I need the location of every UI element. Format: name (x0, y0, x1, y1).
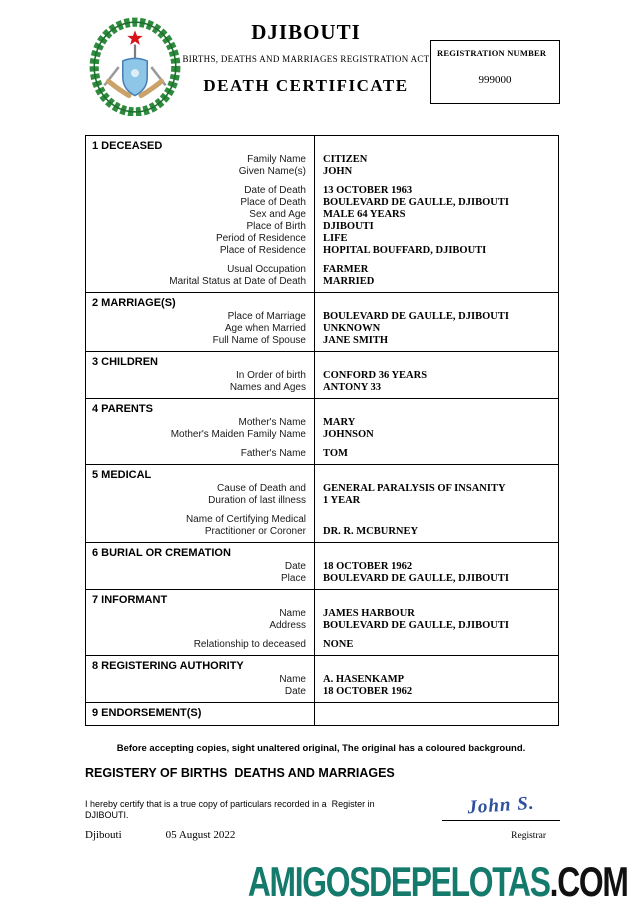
field-value: MARY (323, 417, 356, 428)
field-label: Name (279, 674, 306, 685)
field-label: Place of Marriage (227, 311, 306, 322)
certificate-section (86, 292, 558, 351)
certification-row (85, 792, 560, 821)
djibouti-emblem (88, 14, 182, 121)
registration-number-box (430, 40, 560, 104)
certify-statement: I hereby certify that is a true copy of particulars recorded in a Register in DJIBOUTI. (85, 799, 378, 820)
title-block (182, 14, 430, 96)
field-label: Mother's Maiden Family Name (170, 429, 306, 440)
field-label: Place (280, 573, 306, 584)
field-label: Date (284, 686, 306, 697)
field-value: NONE (323, 639, 354, 650)
field-value: HOPITAL BOUFFARD, DJIBOUTI (323, 245, 487, 256)
field-row (86, 686, 558, 698)
section-title: 7 INFORMANT (92, 594, 168, 606)
certificate-table (85, 135, 559, 726)
field-row (86, 209, 558, 221)
field-label: Duration of last illness (208, 495, 306, 506)
field-row (86, 495, 558, 507)
field-value: 18 OCTOBER 1962 (323, 686, 413, 697)
field-row (86, 573, 558, 585)
field-label: Place of Birth (246, 221, 306, 232)
field-label: Name of Certifying Medical (185, 514, 306, 525)
field-value: CONFORD 36 YEARS (323, 370, 428, 381)
field-row (86, 483, 558, 495)
field-value: ANTONY 33 (323, 382, 382, 393)
field-value: BOULEVARD DE GAULLE, DJIBOUTI (323, 620, 509, 631)
site-watermark (248, 859, 628, 906)
field-row (86, 221, 558, 233)
field-label: Family Name (247, 154, 306, 165)
certificate-section (86, 702, 558, 725)
field-label: Age when Married (224, 323, 306, 334)
section-title: 4 PARENTS (92, 403, 153, 415)
field-label: Given Name(s) (238, 166, 306, 177)
section-title: 5 MEDICAL (92, 469, 152, 481)
field-value: 1 YEAR (323, 495, 361, 506)
signature-line (442, 820, 560, 821)
field-value: MALE 64 YEARS (323, 209, 406, 220)
field-row (86, 620, 558, 632)
field-value: 18 OCTOBER 1962 (323, 561, 413, 572)
watermark-tld: .COM (550, 858, 628, 905)
field-value: JOHNSON (323, 429, 374, 440)
field-row (86, 639, 558, 651)
field-value: DR. R. MCBURNEY (323, 526, 419, 537)
watermark-brand: AMIGOSDEPELOTAS (248, 858, 551, 905)
section-title: 1 DECEASED (92, 140, 163, 152)
certificate-section (86, 136, 558, 292)
field-value: GENERAL PARALYSIS OF INSANITY (323, 483, 506, 494)
issue-place: Djibouti (85, 829, 122, 841)
field-label: Place of Death (240, 197, 306, 208)
field-label: Mother's Name (238, 417, 306, 428)
copy-notice: Before accepting copies, sight unaltered original, The original has a coloured background. (116, 743, 526, 754)
document-title: DEATH CERTIFICATE (203, 76, 409, 95)
column-divider (314, 136, 315, 725)
field-value: 13 OCTOBER 1963 (323, 185, 413, 196)
registration-number-value: 999000 (478, 74, 512, 86)
field-row (86, 245, 558, 257)
field-row (86, 370, 558, 382)
field-row (86, 561, 558, 573)
field-row (86, 448, 558, 460)
field-row (86, 526, 558, 538)
country-title: DJIBOUTI (251, 20, 361, 44)
field-label: Marital Status at Date of Death (169, 276, 306, 287)
field-value: JAMES HARBOUR (323, 608, 415, 619)
field-label: Period of Residence (215, 233, 306, 244)
field-value: LIFE (323, 233, 348, 244)
field-label: Full Name of Spouse (212, 335, 306, 346)
field-row (86, 514, 558, 526)
field-value: TOM (323, 448, 348, 459)
field-label: Usual Occupation (227, 264, 306, 275)
field-label: Cause of Death and (217, 483, 306, 494)
sections-container (86, 136, 558, 725)
certificate-section (86, 351, 558, 398)
registrar-signature: John S. (466, 792, 536, 819)
section-title: 8 REGISTERING AUTHORITY (92, 660, 244, 672)
field-row (86, 674, 558, 686)
field-row (86, 382, 558, 394)
signature-block (442, 792, 560, 821)
field-row (86, 197, 558, 209)
field-row (86, 323, 558, 335)
certificate-section (86, 542, 558, 589)
field-row (86, 233, 558, 245)
field-label: Date (284, 561, 306, 572)
certificate-section (86, 464, 558, 542)
field-row (86, 264, 558, 276)
registry-footer (85, 766, 560, 841)
field-row (86, 154, 558, 166)
section-title: 3 CHILDREN (92, 356, 159, 368)
field-value: JOHN (323, 166, 353, 177)
field-row (86, 276, 558, 288)
registry-title: REGISTERY OF BIRTHS DEATHS AND MARRIAGES (85, 766, 395, 780)
field-value: MARRIED (323, 276, 375, 287)
field-row (86, 311, 558, 323)
field-label: Relationship to deceased (193, 639, 306, 650)
field-label: In Order of birth (235, 370, 306, 381)
act-subtitle: BIRTHS, DEATHS AND MARRIAGES REGISTRATION ACT (182, 54, 430, 64)
field-label: Father's Name (240, 448, 306, 459)
field-value: A. HASENKAMP (323, 674, 405, 685)
certificate-section (86, 398, 558, 464)
field-row (86, 429, 558, 441)
field-label: Sex and Age (249, 209, 306, 220)
field-value: BOULEVARD DE GAULLE, DJIBOUTI (323, 573, 509, 584)
field-value: CITIZEN (323, 154, 368, 165)
field-value: BOULEVARD DE GAULLE, DJIBOUTI (323, 311, 509, 322)
field-label: Practitioner or Coroner (204, 526, 306, 537)
field-row (86, 185, 558, 197)
field-value: DJIBOUTI (323, 221, 374, 232)
issue-row (85, 829, 560, 841)
field-row (86, 608, 558, 620)
section-title: 6 BURIAL OR CREMATION (92, 547, 231, 559)
field-row (86, 166, 558, 178)
field-value: FARMER (323, 264, 369, 275)
field-label: Names and Ages (229, 382, 306, 393)
registrar-label: Registrar (511, 831, 546, 841)
registration-number-label: REGISTRATION NUMBER (437, 48, 547, 58)
field-value: JANE SMITH (323, 335, 389, 346)
certificate-header (88, 14, 560, 121)
field-label: Place of Residence (219, 245, 306, 256)
field-label: Date of Death (244, 185, 306, 196)
certificate-section (86, 655, 558, 702)
field-row (86, 417, 558, 429)
certificate-section (86, 589, 558, 655)
field-label: Address (269, 620, 306, 631)
field-label: Name (279, 608, 306, 619)
field-value: BOULEVARD DE GAULLE, DJIBOUTI (323, 197, 509, 208)
field-value: UNKNOWN (323, 323, 381, 334)
issue-date: 05 August 2022 (165, 829, 236, 841)
field-value (314, 514, 558, 526)
field-row (86, 335, 558, 347)
section-title: 2 MARRIAGE(S) (92, 297, 176, 309)
section-title: 9 ENDORSEMENT(S) (92, 707, 202, 719)
